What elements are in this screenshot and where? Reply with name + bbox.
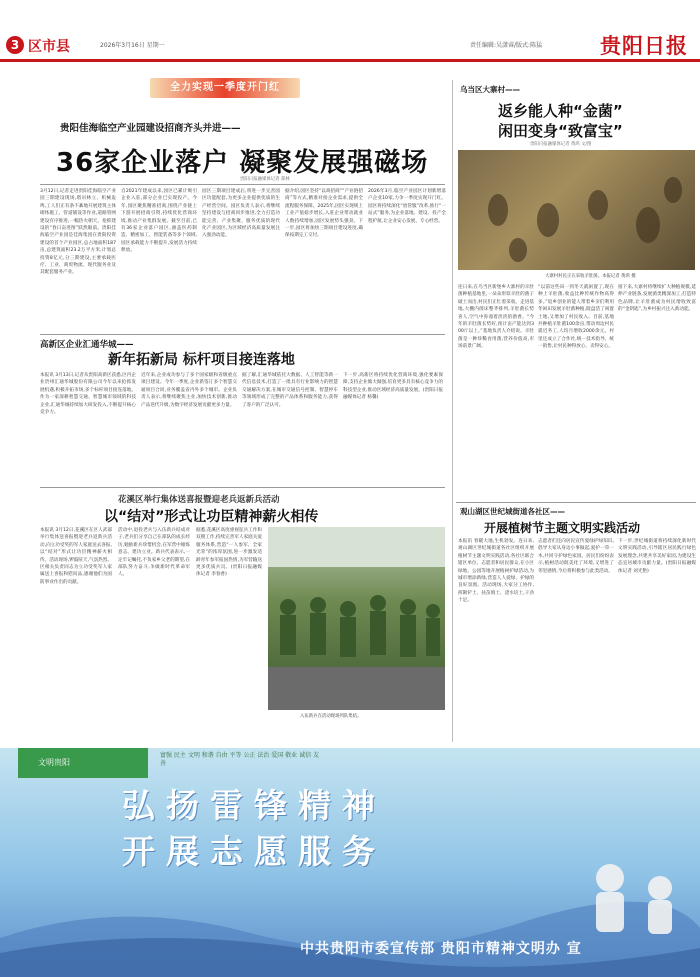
story2-kicker: 乌当区大寨村—— (460, 85, 520, 94)
story5-col2: 志愿者们还向居民宣传爱绿护绿知识,倡导大家从身边小事做起,爱护一草一木,共同守护绿色家园。居民们纷纷表示,植树活动既美化了环境,又增进了邻里感情,今后将积极参与此类活动。 (538, 539, 614, 574)
story2-col3: 接下来,大寨村将继续扩大种植规模,延伸产业链条,发展菌类精深加工,打造特色品牌,让羊肚菌成为村民增收致富的“金钥匙”,为乡村振兴注入新动能。 (618, 285, 696, 313)
story3-col3: 据了解,汇通华城依托大数据、人工智能等新一代信息技术,打造了一批具有行业影响力的智慧交通解决方案,在城市交通信号控制、智慧停车等领域形成了完整的产品体系和服务能力,获得了客户的广泛认可。 (242, 373, 338, 408)
page-number: 3 (6, 36, 24, 54)
editor-credits: 责任编辑:吴潇睿/版式:陈猛 (470, 42, 543, 49)
issue-date: 2026年3月16日 星期一 (100, 42, 165, 49)
ad-headline-line1: 弘扬雷锋精神 (122, 786, 386, 825)
story4-caption: 入伍新兵在活动现场列队集结。 (300, 714, 362, 719)
story5-top-rule (456, 502, 696, 503)
story2-headline-line2: 闲田变身“致富宝” (498, 122, 623, 140)
story1-col2: 自2021年建成以来,园区已累计吸引企业入驻,部分企业已实现投产。今年,园区聚焦精准招商,围绕产业链上下游开展招商引资,持续优化营商环境,推动产业集群发展。截至目前,已有36家企业落户园区,涵盖医药制造、精密加工、智能装备等多个领域,园区承载能力不断提升,发展活力持续释放。 (121, 189, 197, 254)
story5-headline: 开展植树节主题文明实践活动 (484, 521, 641, 535)
newspaper-logo: 贵阳日报 (600, 33, 688, 58)
story3-kicker: 高新区企业汇通华城—— (40, 340, 134, 350)
section-title: 区市县 (28, 39, 70, 55)
civilized-guiyang-logo: 文明贵阳 (18, 748, 148, 778)
page-header (0, 0, 700, 62)
soldiers-photo-icon (268, 527, 445, 710)
story4-col1: 本报讯 3月12日,花溪区在区人武部举行集体送喜报暨迎老兵返新兵活动,向立功受奖的军人家庭送去喜报,以“结对”形式让功臣精神薪火相传。活动现场,锣鼓喧天,气氛热烈。区相关负责同志为立功受奖军人家属送上喜报和慰问品,感谢他们为国防事业作出的贡献。 (40, 528, 112, 585)
story5-col3: 下一步,世纪城街道将持续深化新时代文明实践活动,引导辖区居民践行绿色发展理念,共建共享美好家园,为建设生态宜居城市贡献力量。(贵阳日报融媒体记者 刘光艳) (618, 539, 696, 574)
story2-headline-line1: 返乡能人种“金菌” (498, 102, 623, 120)
campaign-banner: 全力实现一季度开门红 (150, 78, 300, 98)
story1-kicker: 贵阳佳海临空产业园建设招商齐头并进—— (60, 123, 241, 134)
story3-col1: 本报讯 3月13日,记者从贵阳高新区获悉,区内企业贵州汇通华城股份有限公司今年以来抢抓发展机遇,积极开拓市场,多个标杆项目接连落地。作为一家深耕智慧交通、智慧城市领域的科技企业,汇通华城持续加大研发投入,不断提升核心竞争力。 (40, 373, 136, 416)
story5-kicker: 观山湖区世纪城街道各社区—— (460, 507, 565, 516)
story1-col3: 园区三期项目建成后,将进一步完善园区功能配套,为更多企业提供优质的生产经营空间。园区负责人表示,将继续坚持建设与招商同步推进,全力打造功能完善、产业集聚、服务优质的现代化产业园区,为区域经济高质量发展注入强劲动能。 (202, 189, 280, 239)
story4-top-rule (40, 487, 445, 488)
story3-col4: 下一步,高新区将持续优化营商环境,强化要素保障,支持企业做大做强,培育更多具有核心竞争力的科技型企业,推动区域经济高质量发展。(贵阳日报融媒体记者 杨馨) (343, 373, 443, 401)
ad-credit: 中共贵阳市委宣传部 贵阳市精神文明办 宣 (300, 941, 582, 957)
ad-headline-line2: 开展志愿服务 (122, 832, 386, 871)
story1-col4: 据介绍,园区坚持“以商招商”“产业链招商”等方式,精准对接企业需求,提供全流程服务保障。2025年,园区实现规上工业产值稳步增长,入驻企业带动就业人数持续增加,园区发展势头强劲。下一步,园区将加快三期项目建设进度,确保按期完工交付。 (285, 189, 363, 239)
mushroom-photo-icon (458, 150, 695, 270)
story2-col2: “以前这些田一到冬天就闲置了,现在种上羊肚菌,收益比种传统作物高得多。”返乡创业的能人带着乡亲们利用冬闲田发展羊肚菌种植,既盘活了闲置土地,又增加了村民收入。目前,基地共种植羊肚菌100余亩,带动周边村民就近务工,人均月增收2000余元。村里还成立了合作社,统一技术指导、统一销售,让村民种得放心、卖得安心。 (538, 285, 614, 350)
story2-col1: 连日来,在乌当区新堡乡大寨村的羊肚菌种植基地里,一朵朵形似羊肚的菌子破土而出,村民们正忙着采收。走进基地,大棚内菌床整齐排列,羊肚菌长势喜人,空气中弥漫着淡淡的菌香。“今年的羊肚菌长势好,预计亩产能达到300斤以上。”基地负责人介绍说。羊肚菌是一种珍稀食用菌,营养价值高,市场前景广阔。 (458, 285, 534, 350)
story1-rule (40, 184, 445, 185)
story1-headline: 36家企业落户 凝聚发展强磁场 (56, 148, 429, 178)
story1-byline: 贵阳日报融媒体记者 郑林 (240, 177, 290, 182)
story4-col2: 活动中,退役老兵与入伍新兵结成对子,老兵们分享自己在部队的成长经历,勉励新兵珍惜机会,在军营中锤炼意志、建功立业。新兵代表表示,一定牢记嘱托,不负家乡父老的期望,在部队努力奋斗,争做新时代革命军人。 (118, 528, 190, 578)
story4-col3: 据悉,花溪区高度重视征兵工作和双拥工作,持续完善军人家庭关爱服务体系,营造“一人参军、全家光荣”的浓厚氛围,进一步激发适龄青年参军报国热情,为军营输送更多优质兵员。(贵阳日报融媒体记者 李春香) (196, 528, 262, 578)
story3-col2: 近年来,企业成功参与了多个国家级和省级重点项目建设。今年一季度,企业新签订多个智慧交通项目合同,业务覆盖省内外多个城市。企业负责人表示,将继续聚焦主业,加快技术创新,推动产品迭代升级,为数字经济发展贡献更多力量。 (141, 373, 237, 408)
story2-photo (458, 150, 695, 270)
story2-byline: 贵阳日报融媒体记者 黄鸿 文/图 (530, 142, 592, 147)
core-values-motto: 富强 民主 文明 和谐 自由 平等 公正 法治 爱国 敬业 诚信 友善 (160, 752, 319, 767)
story5-col1: 本报讯 春暖大地,生机勃发。连日来,观山湖区世纪城街道各社区组织开展植树节主题文明实践活动,各社区联合辖区单位、志愿者和居民群众,在小区绿地、公园等地开展植树护绿活动,为城市增添新绿,营造人人爱绿、护绿的良好氛围。活动现场,大家分工协作,挥锹铲土、扶苗填土、浇水培土,干劲十足。 (458, 539, 534, 604)
story2-caption: 大寨村村民正在采收羊肚菌。本报记者 黄鸿 摄 (545, 274, 636, 279)
story4-headline: 以“结对”形式让功臣精神薪火相传 (104, 509, 319, 525)
story1-col5: 2026年3月,临空产业园区计划新增落户企业10家,力争一季度实现开门红。园区将持续深化“放管服”改革,推行“一站式”服务,为企业落地、建设、投产全程护航,让企业安心发展、专心经营。 (368, 189, 446, 224)
story1-col1: 3月12日,记者走进贵阳佳海临空产业园三期建设现场,塔吊林立、机械轰鸣,工人们正有条不紊地开展建筑主体砌体施工、管道铺设等作业,道路管网建设有序推进,一幅热火朝天、抢抓建设的“春日奋进图”跃然眼前。贵阳佳海临空产业园是佳海集团在贵阳投资建设的首个产业园区,总占地面积187亩,总建筑面积23.2万平方米,计划总投资8亿元,分三期建设,主要承载医疗、工业、商贸物流、现代服务业及其配套服务产业。 (40, 189, 116, 276)
right-column-divider (452, 80, 453, 742)
story3-headline: 新年拓新局 标杆项目接连落地 (108, 352, 295, 368)
story3-top-rule (40, 334, 445, 335)
story4-kicker: 花溪区举行集体送喜报暨迎老兵返新兵活动 (118, 495, 280, 505)
story4-photo (268, 527, 445, 710)
